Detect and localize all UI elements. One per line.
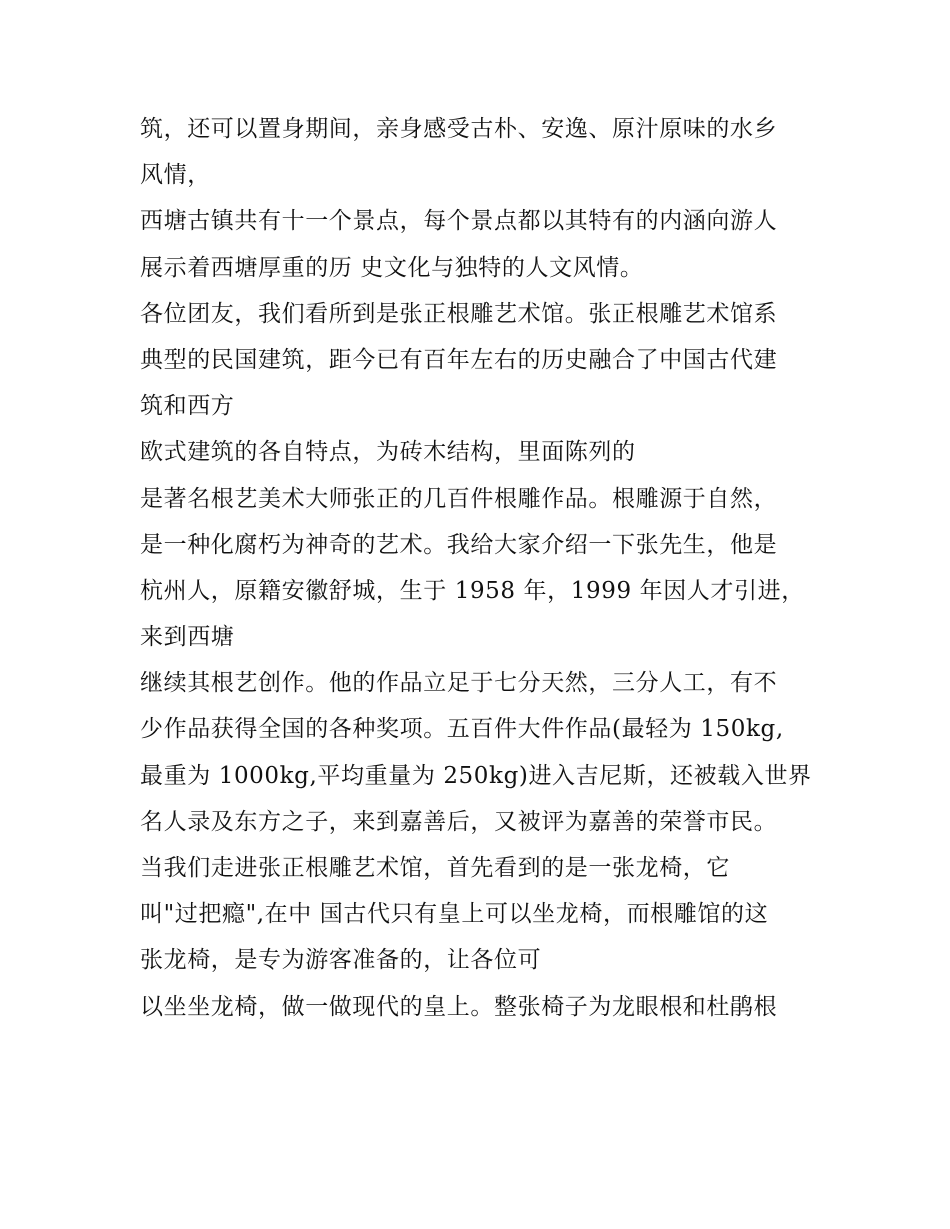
text-line: 展示着西塘厚重的历 史文化与独特的人文风情。 xyxy=(140,254,644,281)
text-line: 是著名根艺美术大师张正的几百件根雕作品。根雕源于自然， xyxy=(140,485,778,512)
text-line: 欧式建筑的各自特点，为砖木结构，里面陈列的 xyxy=(140,439,636,466)
text-line: 典型的民国建筑，距今已有百年左右的历史融合了中国古代建 xyxy=(140,346,778,373)
text-line: 张龙椅，是专为游客准备的，让各位可 xyxy=(140,947,542,974)
text-line: 少作品获得全国的各种奖项。五百件大件作品(最轻为 150kg, xyxy=(140,716,784,743)
text-line: 杭州人，原籍安徽舒城，生于 1958 年，1999 年因人才引进， xyxy=(140,577,805,604)
text-line: 当我们走进张正根雕艺术馆，首先看到的是一张龙椅，它 xyxy=(140,855,730,881)
text-line: 叫"过把瘾",在中 国古代只有皇上可以坐龙椅，而根雕馆的这 xyxy=(140,901,769,928)
text-line: 西塘古镇共有十一个景点，每个景点都以其特有的内涵向游人 xyxy=(140,208,778,235)
body-text xyxy=(140,106,830,1030)
text-line: 以坐坐龙椅，做一做现代的皇上。整张椅子为龙眼根和杜鹃根 xyxy=(140,993,778,1020)
text-line: 筑，还可以置身期间，亲身感受古朴、安逸、原汁原味的水乡 xyxy=(140,116,778,142)
text-line: 风情， xyxy=(140,162,211,189)
text-line: 最重为 1000kg,平均重量为 250kg)进入吉尼斯，还被载入世界 xyxy=(140,762,812,789)
text-line: 继续其根艺创作。他的作品立足于七分天然，三分人工，有不 xyxy=(140,670,778,697)
text-line: 是一种化腐朽为神奇的艺术。我给大家介绍一下张先生，他是 xyxy=(140,531,778,558)
text-line: 筑和西方 xyxy=(140,393,235,420)
text-line: 来到西塘 xyxy=(140,624,235,651)
text-line: 名人录及东方之子，来到嘉善后，又被评为嘉善的荣誉市民。 xyxy=(140,808,778,835)
text-line: 各位团友，我们看所到是张正根雕艺术馆。张正根雕艺术馆系 xyxy=(140,300,778,327)
